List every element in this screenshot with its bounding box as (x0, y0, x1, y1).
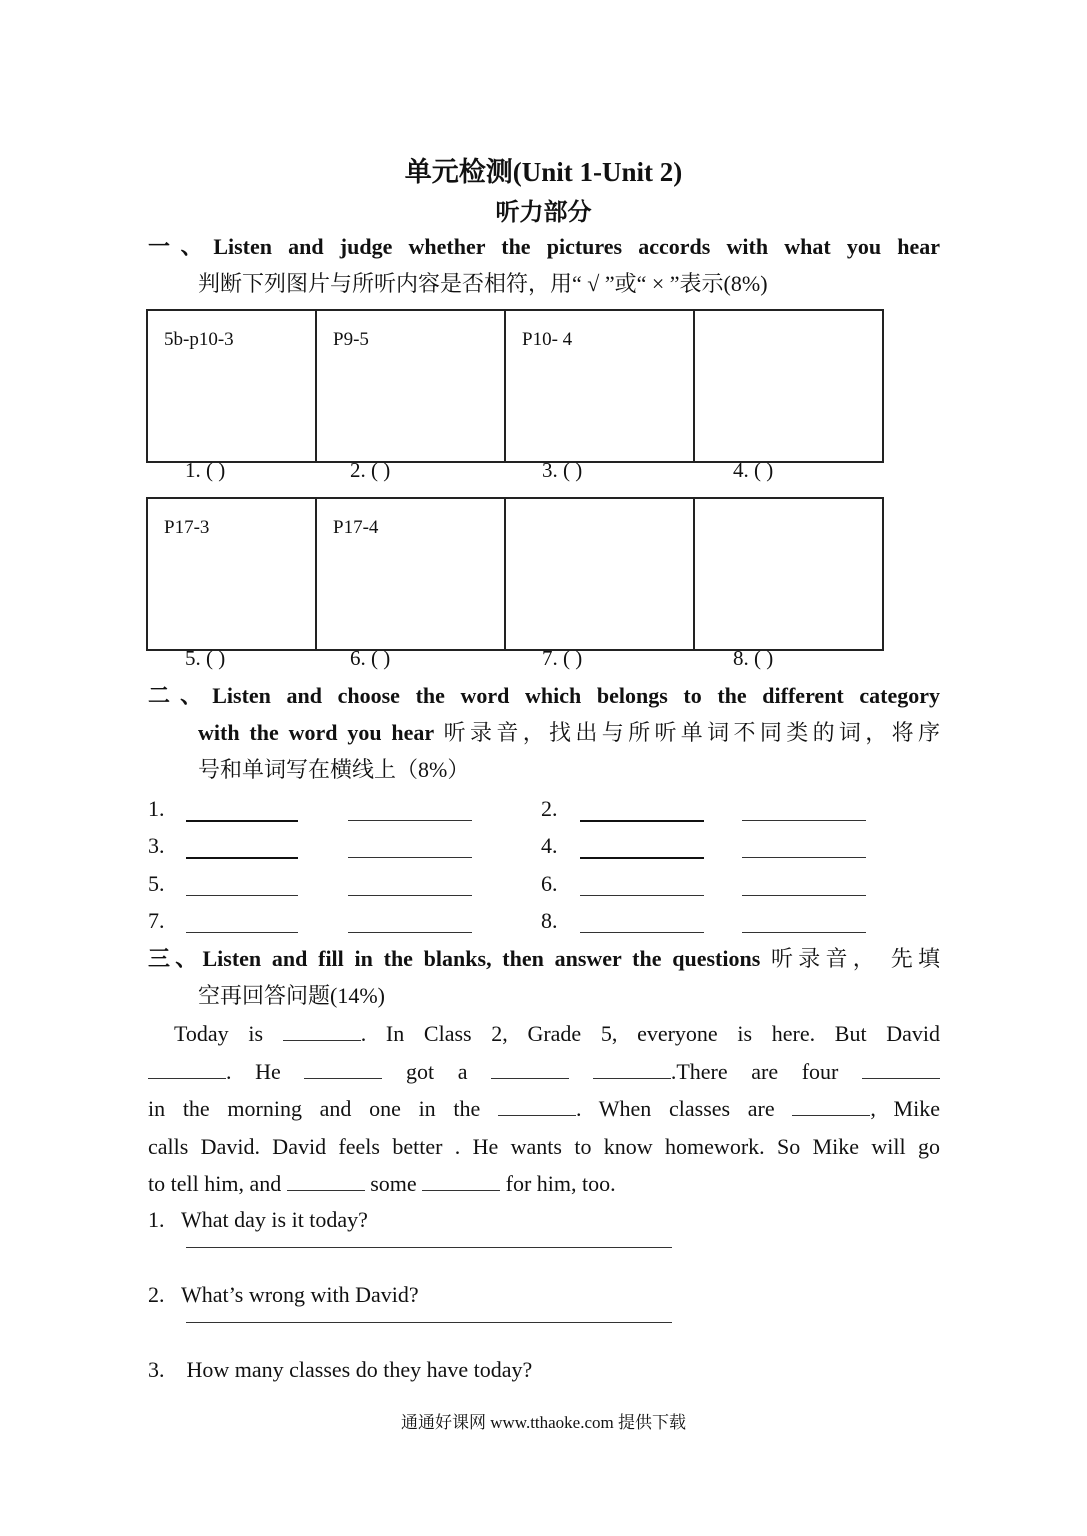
section-1-instruction: 判断下列图片与所听内容是否相符，用“ √ ”或“ × ”表示(8%) (198, 271, 768, 296)
passage-blank[interactable] (422, 1172, 500, 1191)
passage-line: in the morning and one in the . When classes are , Mike (148, 1096, 940, 1121)
answer-bracket[interactable]: 5. ( ) (185, 646, 226, 670)
section-2-title-line1: 二、Listen and choose the word which belongs to the different category (148, 683, 940, 708)
answer-blank[interactable] (580, 833, 704, 859)
question: 1. What day is it today? (148, 1207, 368, 1232)
footer-text: 通通好课网 www.tthaoke.com 提供下载 (400, 1413, 687, 1432)
answer-blank[interactable] (186, 833, 298, 859)
passage (148, 1015, 940, 1203)
answer-bracket[interactable]: 2. ( ) (350, 458, 391, 482)
passage-blank[interactable] (491, 1060, 569, 1079)
worksheet-page: 单元检测(Unit 1-Unit 2) 听力部分 一、Listen and judge whether the pictures accords with what you hear 判断下列图片与所听内容是否相符，用“ √ ”或“ × ”表示(8%) 5b-p10-3 P9-5 P10- 4 1. ( ) 2. ( ) 3. ( ) 4. ( ) P17-3 P17-4 5. ( ) 6. ( ) 7. ( ) 8. ( ) 二、Listen and choose the word which belongs to the different category with the word you hear 听录音，找出与所听单词不同类的词，将序 号和单词写在横线上（8%） 1. 2. 3. 4. 5. 6. 7. 8. 三、Listen and fill in the blanks, then answer the questions 听录音， 先填 空再回答问题(14%) Today is . In Class 2, Grade 5, everyone is here. But David . He got a .There are four in the morning and one in the . When classes are , Mike calls David. David feels better . He wants to know homework. So Mike will go to tell him, and some for him, too. 1. What day is it today? 2. What’s wrong with David? 3. How many classes do they have today? 通通好课网 www.tthaoke.com 提供下载 (0, 0, 1087, 1536)
picture-cell: P10- 4 (505, 310, 694, 462)
section-1-title: 一、Listen and judge whether the pictures accords with what you hear (148, 234, 940, 259)
section-2-instruction: 号和单词写在横线上（8%） (198, 757, 470, 782)
section-3-instruction: 空再回答问题(14%) (198, 983, 385, 1008)
answer-blank[interactable] (348, 871, 472, 896)
passage-blank[interactable] (792, 1097, 870, 1116)
page-subtitle: 听力部分 (495, 200, 592, 226)
picture-cell (694, 310, 883, 462)
answer-blank[interactable] (742, 833, 866, 858)
passage-line: . He got a .There are four (148, 1053, 940, 1091)
answer-blank[interactable] (580, 796, 704, 822)
page-title: 单元检测(Unit 1-Unit 2) (404, 157, 683, 187)
answer-blank[interactable] (742, 871, 866, 896)
passage-blank[interactable] (148, 1060, 226, 1079)
picture-cell: P9-5 (316, 310, 505, 462)
answer-line[interactable] (186, 1322, 672, 1323)
answer-blank[interactable] (580, 871, 704, 896)
answer-bracket[interactable]: 4. ( ) (733, 458, 774, 482)
passage-blank[interactable] (287, 1172, 365, 1191)
answer-bracket[interactable]: 7. ( ) (542, 646, 583, 670)
passage-blank[interactable] (304, 1060, 382, 1079)
answer-bracket[interactable]: 3. ( ) (542, 458, 583, 482)
picture-cell: P17-4 (316, 498, 505, 650)
answer-blank[interactable] (348, 796, 472, 821)
section-1-header (148, 228, 940, 302)
section-2-title-line2: with the word you hear 听录音，找出与所听单词不同类的词，将序 (198, 720, 940, 745)
answer-blank[interactable] (186, 908, 298, 933)
answer-blank[interactable] (186, 871, 298, 896)
answer-bracket[interactable]: 6. ( ) (350, 646, 391, 670)
passage-blank[interactable] (593, 1060, 671, 1079)
passage-blank[interactable] (498, 1097, 576, 1116)
passage-line: to tell him, and some for him, too. (148, 1171, 616, 1196)
passage-line: calls David. David feels better . He wants to know homework. So Mike will go (148, 1133, 940, 1159)
answer-blank[interactable] (348, 908, 472, 933)
answer-line[interactable] (186, 1247, 672, 1248)
answer-blank[interactable] (186, 796, 298, 822)
section-3-title: 三、Listen and fill in the blanks, then answer the questions 听录音， 先填 (148, 946, 940, 971)
answer-bracket[interactable]: 8. ( ) (733, 646, 774, 670)
picture-cell: 5b-p10-3 (147, 310, 316, 462)
answer-blank[interactable] (742, 796, 866, 821)
picture-table-2 (146, 497, 884, 651)
answer-blank[interactable] (348, 833, 472, 858)
passage-blank[interactable] (283, 1022, 361, 1041)
section-2-header (148, 677, 940, 788)
answer-blank[interactable] (580, 908, 704, 933)
answer-blank[interactable] (742, 908, 866, 933)
picture-cell (505, 498, 694, 650)
passage-line: Today is . In Class 2, Grade 5, everyone is here. But David (174, 1021, 940, 1046)
question: 2. What’s wrong with David? (148, 1282, 419, 1307)
answer-bracket[interactable]: 1. ( ) (185, 458, 226, 482)
picture-table-1 (146, 309, 884, 463)
picture-cell (694, 498, 883, 650)
picture-cell: P17-3 (147, 498, 316, 650)
passage-blank[interactable] (862, 1060, 940, 1079)
section-3-header (148, 940, 940, 1014)
question: 3. How many classes do they have today? (148, 1357, 533, 1382)
